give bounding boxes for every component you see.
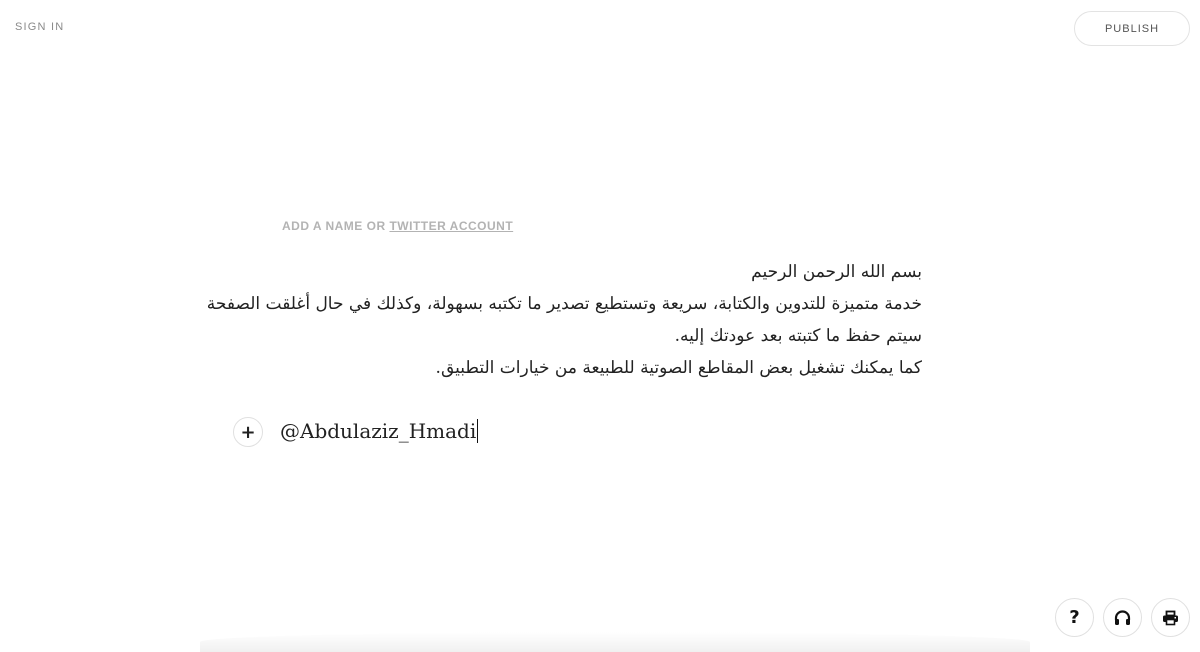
printer-icon [1162, 610, 1179, 626]
headphones-icon [1114, 610, 1131, 626]
plus-icon: + [240, 421, 256, 443]
text-caret [477, 419, 478, 443]
current-editor-line[interactable] [280, 419, 478, 443]
help-button[interactable] [1055, 598, 1094, 637]
author-line [282, 219, 513, 233]
bottom-shadow [200, 632, 1030, 652]
editor-line[interactable]: بسم الله الرحمن الرحيم [751, 262, 922, 282]
editor-line[interactable]: سيتم حفظ ما كتبته بعد عودتك إليه. [674, 326, 922, 346]
twitter-account-link[interactable]: TWITTER ACCOUNT [389, 219, 514, 233]
sign-in-link[interactable]: SIGN IN [15, 21, 65, 33]
author-prefix: ADD A NAME OR [282, 219, 386, 233]
audio-button[interactable] [1103, 598, 1142, 637]
editor-line[interactable]: خدمة متميزة للتدوين والكتابة، سريعة وتستطيع تصدير ما تكتبه بسهولة، وكذلك في حال أغلقت الصفحة [206, 294, 922, 314]
add-block-button[interactable] [233, 417, 263, 447]
print-button[interactable] [1151, 598, 1190, 637]
current-line-text: @Abdulaziz_Hmadi [280, 419, 477, 443]
publish-button[interactable]: PUBLISH [1074, 11, 1190, 46]
editor-body[interactable] [206, 256, 922, 384]
editor-line[interactable]: كما يمكنك تشغيل بعض المقاطع الصوتية للطبيعة من خيارات التطبيق. [435, 358, 922, 378]
question-mark-icon: ? [1069, 607, 1080, 628]
